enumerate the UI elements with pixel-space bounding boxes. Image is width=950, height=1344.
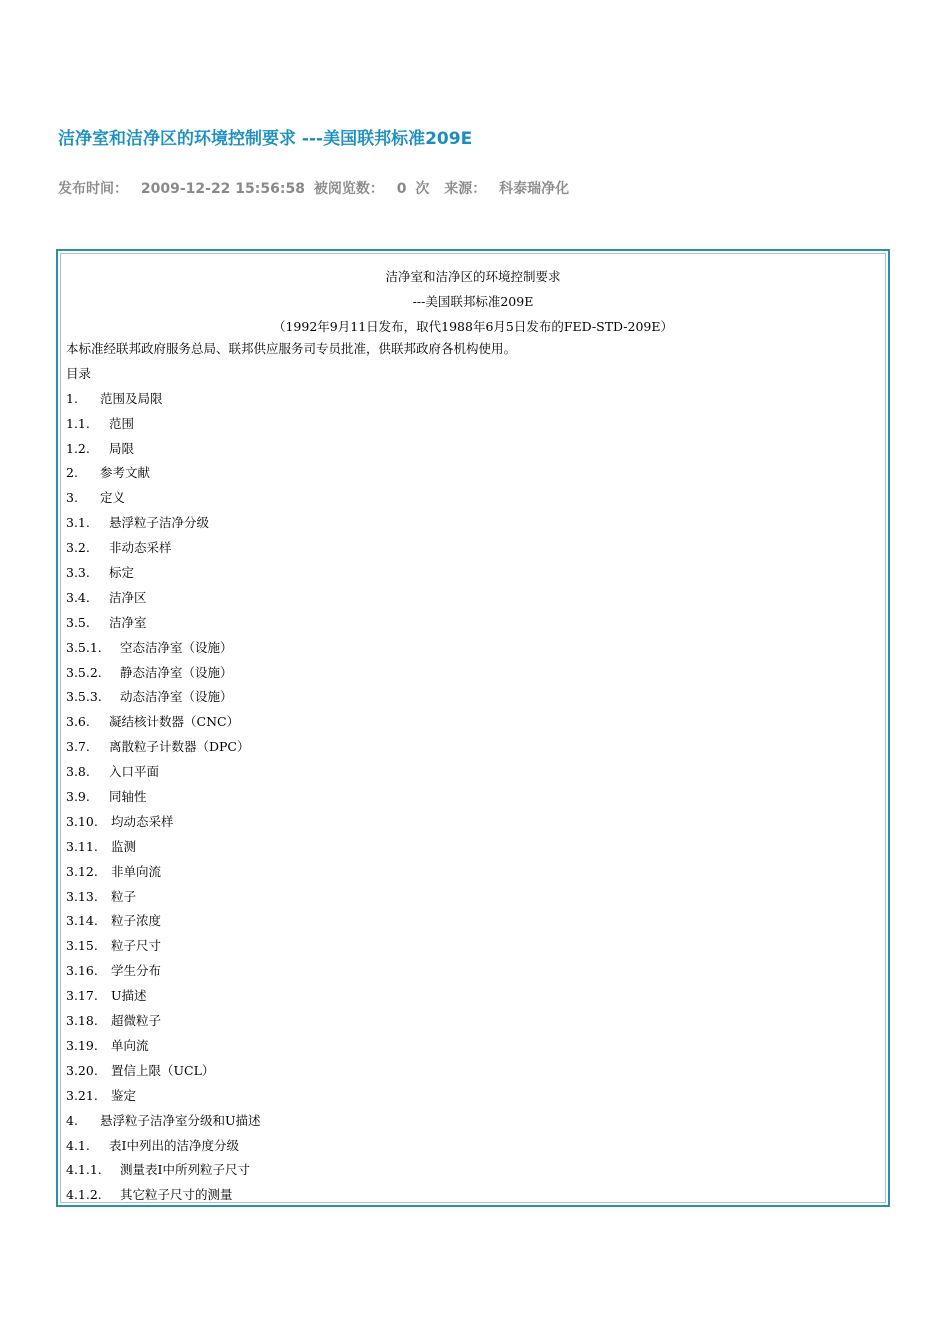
- toc-item-text: 悬浮粒子洁净分级: [109, 515, 210, 531]
- toc-item-number: 4.1.: [66, 1137, 90, 1153]
- toc-item-number: 3.2.: [66, 540, 90, 556]
- views-count: 0: [396, 181, 407, 197]
- toc-item-text: 定义: [100, 490, 126, 506]
- document-heading: [61, 264, 885, 339]
- toc-item-number: 3.13.: [66, 888, 98, 904]
- toc-item: [66, 885, 880, 910]
- toc-item: [66, 1183, 880, 1208]
- toc-item-number: 4.: [66, 1112, 78, 1128]
- source-value: 科泰瑞净化: [499, 181, 570, 197]
- toc-item-number: 3.15.: [66, 938, 98, 954]
- toc-item: [66, 611, 880, 636]
- toc-item-text: 静态洁净室（设施）: [120, 664, 233, 680]
- toc-item-number: 3.19.: [66, 1037, 98, 1053]
- toc-item-text: 置信上限（UCL）: [111, 1062, 215, 1078]
- toc-item-text: 洁净室: [109, 614, 147, 630]
- toc-item: [66, 636, 880, 661]
- toc-item: [66, 1059, 880, 1084]
- toc-item-number: 3.7.: [66, 739, 90, 755]
- toc-item: [66, 1034, 880, 1059]
- toc-item-number: 3.16.: [66, 963, 98, 979]
- toc-item-number: 4.1.1.: [66, 1162, 102, 1178]
- toc-item: [66, 412, 880, 437]
- toc-item-text: 局限: [109, 440, 135, 456]
- toc-item-text: 超微粒子: [111, 1013, 162, 1029]
- toc-item-number: 3.12.: [66, 863, 98, 879]
- page-title: 洁净室和洁净区的环境控制要求 ---美国联邦标准209E: [58, 129, 473, 149]
- views-unit: 次: [415, 181, 430, 197]
- toc-item-number: 3.6.: [66, 714, 90, 730]
- toc-item-number: 3.20.: [66, 1062, 98, 1078]
- toc-item-text: 空态洁净室（设施）: [120, 639, 233, 655]
- toc-item-text: 范围: [109, 415, 135, 431]
- publish-label: 发布时间：: [58, 181, 128, 197]
- toc-item-text: 离散粒子计数器（DPC）: [109, 739, 250, 755]
- toc-item-number: 2.: [66, 465, 78, 481]
- toc-item-number: 3.14.: [66, 913, 98, 929]
- toc-item: [66, 661, 880, 686]
- toc-item-text: 其它粒子尺寸的测量: [120, 1187, 233, 1203]
- toc-item-text: 同轴性: [109, 789, 147, 805]
- toc-item-text: 凝结核计数器（CNC）: [109, 714, 240, 730]
- toc-item-number: 3.9.: [66, 789, 90, 805]
- toc-item-number: 3.21.: [66, 1087, 98, 1103]
- toc-item-text: 悬浮粒子洁净室分级和U描述: [100, 1112, 261, 1128]
- toc-item: [66, 909, 880, 934]
- views-label: 被阅览数：: [313, 181, 384, 197]
- toc-item: [66, 536, 880, 561]
- toc-item: [66, 1134, 880, 1159]
- toc-item-text: 标定: [109, 565, 135, 581]
- toc-item-text: 洁净区: [109, 589, 147, 605]
- toc-item-text: 测量表I中所列粒子尺寸: [120, 1162, 250, 1178]
- toc-item-text: 单向流: [111, 1037, 149, 1053]
- toc-item: [66, 437, 880, 462]
- toc-item-text: 粒子浓度: [111, 913, 162, 929]
- toc-item-number: 3.1.: [66, 515, 90, 531]
- toc-item: [66, 959, 880, 984]
- toc-item: [66, 1109, 880, 1134]
- document-title: 洁净室和洁净区的环境控制要求: [385, 269, 561, 284]
- document-subtitle: ---美国联邦标准209E: [412, 294, 534, 309]
- toc-item: [66, 1158, 880, 1183]
- toc-item: [66, 835, 880, 860]
- toc-item-number: 3.4.: [66, 589, 90, 605]
- toc-item-number: 3.5.2.: [66, 664, 102, 680]
- toc-item: [66, 1009, 880, 1034]
- toc-label: 目录: [66, 365, 92, 381]
- source-label: 来源：: [444, 181, 487, 197]
- toc-item: [66, 760, 880, 785]
- toc-item-number: 3.5.1.: [66, 639, 102, 655]
- toc-item-text: 粒子尺寸: [111, 938, 162, 954]
- toc-item-number: 3.5.: [66, 614, 90, 630]
- article-content-inner: [60, 253, 886, 1203]
- toc-item-number: 1.: [66, 390, 78, 406]
- article-content-box: [56, 249, 890, 1207]
- toc-item: [66, 1084, 880, 1109]
- toc-item: [66, 461, 880, 486]
- toc-item-text: 范围及局限: [100, 390, 163, 406]
- toc-item-number: 3.11.: [66, 838, 98, 854]
- toc-item-text: 参考文献: [100, 465, 151, 481]
- toc-item-text: 均动态采样: [111, 813, 174, 829]
- toc-item-text: 粒子: [111, 888, 137, 904]
- toc-item: [66, 934, 880, 959]
- toc-item: [66, 685, 880, 710]
- toc-item-number: 3.8.: [66, 764, 90, 780]
- toc-item-number: 1.1.: [66, 415, 90, 431]
- toc-item: [66, 586, 880, 611]
- toc-item-text: U描述: [111, 988, 147, 1004]
- toc-item: [66, 785, 880, 810]
- toc-list: [66, 387, 880, 1208]
- toc-item: [66, 486, 880, 511]
- article-meta: [58, 178, 569, 198]
- toc-item-text: 入口平面: [109, 764, 160, 780]
- toc-item: [66, 810, 880, 835]
- toc-item-number: 4.1.2.: [66, 1187, 102, 1203]
- toc-item: [66, 387, 880, 412]
- toc-item: [66, 561, 880, 586]
- toc-item-number: 3.17.: [66, 988, 98, 1004]
- toc-item-text: 非动态采样: [109, 540, 172, 556]
- toc-item: [66, 984, 880, 1009]
- toc-item-text: 表I中列出的洁净度分级: [109, 1137, 239, 1153]
- toc-item-number: 3.5.3.: [66, 689, 102, 705]
- toc-item-number: 3.3.: [66, 565, 90, 581]
- toc-item-number: 1.2.: [66, 440, 90, 456]
- toc-item-number: 3.18.: [66, 1013, 98, 1029]
- toc-item-text: 动态洁净室（设施）: [120, 689, 233, 705]
- toc-item-number: 3.: [66, 490, 78, 506]
- document-body: [66, 337, 880, 1208]
- toc-item-text: 鉴定: [111, 1087, 137, 1103]
- document-publication-note: （1992年9月11日发布，取代1988年6月5日发布的FED-STD-209E）: [272, 319, 674, 334]
- document-intro: 本标准经联邦政府服务总局、联邦供应服务司专员批准，供联邦政府各机构使用。: [66, 341, 517, 356]
- toc-item: [66, 710, 880, 735]
- toc-item-number: 3.10.: [66, 813, 98, 829]
- toc-item: [66, 735, 880, 760]
- toc-item-text: 学生分布: [111, 963, 162, 979]
- publish-time: 2009-12-22 15:56:58: [140, 181, 305, 197]
- toc-item-text: 监测: [111, 838, 137, 854]
- toc-item: [66, 860, 880, 885]
- toc-item: [66, 511, 880, 536]
- toc-item-text: 非单向流: [111, 863, 162, 879]
